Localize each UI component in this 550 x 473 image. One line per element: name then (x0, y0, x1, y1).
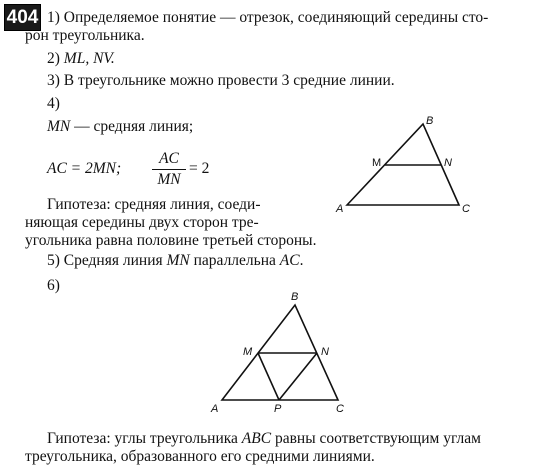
item4-frac-equals: = 2 (189, 160, 210, 177)
item2-text: ML, NV. (63, 50, 115, 67)
item4-midline-var: MN (47, 118, 71, 135)
figure1-label-m: M (372, 157, 382, 169)
item4-hypothesis-line2: няющая середины двух сторон тре- (25, 214, 259, 231)
figure1-label-a: A (336, 203, 344, 215)
item4-equation: AC = 2MN; (47, 160, 122, 177)
item4-frac-denominator: MN (157, 171, 181, 188)
item5-var1: MN (166, 252, 190, 269)
item4-number: 4) (47, 95, 60, 112)
item6-hyp-b: равны соответствующим углам (271, 430, 481, 447)
item5-prefix: 5) Средняя линия (47, 252, 167, 269)
figure2-label-b: B (291, 291, 299, 303)
item2-prefix: 2) (47, 50, 64, 67)
item4-midline-text: — средняя линия; (70, 118, 194, 135)
item3-line: 3) В треугольнике можно провести 3 средние линии. (47, 72, 395, 89)
figure2-label-p: P (274, 403, 282, 415)
figure2-midline-np (279, 353, 317, 400)
problem-number-badge: 404 (4, 4, 41, 31)
item1-line2: рон треугольника. (25, 27, 145, 44)
item6-hyp-var: ABC (241, 430, 272, 447)
item1-line1: 1) Определяемое понятие — отрезок, соединяющий середины сто- (47, 9, 489, 26)
figure1-label-b: B (426, 115, 434, 127)
figure2-label-a: A (211, 403, 219, 415)
item6-hypothesis-line2: треугольника, образованного его средними линиями. (25, 448, 375, 465)
item4-hypothesis-line1: Гипотеза: средняя линия, соеди- (47, 196, 261, 213)
item4-frac-numerator: AC (159, 150, 179, 167)
figure2-label-m: M (243, 346, 253, 358)
figure1-label-c: C (462, 203, 470, 215)
item5-suffix: . (299, 252, 304, 269)
figure1-label-n: N (444, 157, 452, 169)
figure2-label-c: C (336, 403, 344, 415)
figure2-label-n: N (321, 346, 329, 358)
figure2-midline-mp (258, 353, 279, 400)
item6-number: 6) (47, 277, 60, 294)
item5-middle: параллельна (189, 252, 280, 269)
item5-var2: AC (279, 252, 300, 269)
item4-hypothesis-line3: угольника равна половине третьей стороны. (25, 232, 317, 249)
item6-hyp-a: Гипотеза: углы треугольника (47, 430, 242, 447)
